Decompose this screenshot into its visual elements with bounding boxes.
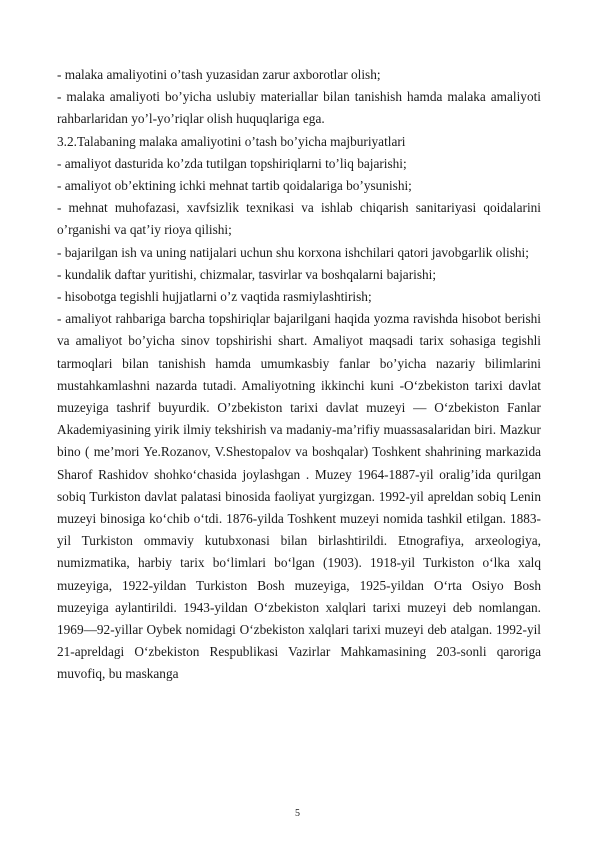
section-heading-obligations: 3.2.Talabaning malaka amaliyotini o’tash bo’yicha majburiyatlari xyxy=(57,133,406,149)
paragraph-labor-rules: - amaliyot ob’ektining ichki mehnat tartib qoidalariga bo’ysunishi; xyxy=(57,178,412,194)
paragraph-info-right: - malaka amaliyotini o’tash yuzasidan zarur axborotlar olish; xyxy=(57,67,381,82)
page-number: 5 xyxy=(295,808,300,819)
paragraph-responsibility: - bajarilgan ish va uning natijalari uchun shu korxona ishchilari qatori javobgarlik olishi; xyxy=(57,244,529,260)
paragraph-report-documents: - hisobotga tegishli hujjatlarni o’z vaqtida rasmiylashtirish; xyxy=(57,289,372,305)
paragraph-complete-tasks: - amaliyot dasturida ko’zda tutilgan topshiriqlarni to’liq bajarishi; xyxy=(57,155,407,171)
paragraph-diary: - kundalik daftar yuritishi, chizmalar, tasvirlar va boshqalarni bajarishi; xyxy=(57,266,437,282)
paragraph-museum-history: - amaliyot rahbariga barcha topshiriqlar bajarilgani haqida yozma ravishda hisobot berishi va amaliyot bo’yicha sinov topshirishi shart. Amaliyot maqsadi tarix sohasiga tegishli tarmoqlari bilan tanishish hamda umumkasbiy fanlar bo’yicha nazariy bilimlarini mustahkamlashni nazarda tutadi. Amaliyotning ikkinchi kuni -O‘zbekiston tarixi davlat muzeyiga tashrif buyurdik. O’zbekiston tarixi davlat muzeyi — Oʻzbekiston Fanlar Akademiyasining yirik ilmiy tekshirish va madaniy-ma’rifiy muassasalaridan biri. Mazkur bino ( me’mori Ye.Rozanov, V.Shestopalov va boshqalar) Toshkent shahrining markazida Sharof Rashidov shohkoʻchasida joylashgan . Muzey 1964-1887-yil oralig’ida qurilgan sobiq Turkiston davlat palatasi binosida faoliyat yurgizgan. 1992-yil apreldan sobiq Lenin muzeyi binosiga koʻchib oʻtdi. 1876-yilda Toshkent muzeyi nomida tashkil etilgan. 1883-yil Turkiston ommaviy kutubxonasi bilan birlashtirildi. Etnografiya, arxeologiya, numizmatika, harbiy tarix boʻlimlari boʻlgan (1903). 1918-yil Turkiston oʻlka xalq muzeyiga, 1922-yildan Turkiston Bosh muzeyiga, 1925-yildan Oʻrta Osiyo Bosh muzeyiga aylantirildi. 1943-yildan Oʻzbekiston xalqlari tarixi muzeyi deb nomlangan. 1969—92-yillar Oybek nomidagi Oʻzbekiston xalqlari tarixi muzeyi deb atalgan. 1992-yil 21-apreldagi Oʻzbekiston Respublikasi Vazirlar Mahkamasining 203-sonli qaroriga muvofiq, bu maskanga xyxy=(57,311,541,682)
paragraph-methodical-materials: - malaka amaliyoti bo’yicha uslubiy materiallar bilan tanishish hamda malaka amaliyoti rahbarlaridan yo’l-yo’riqlar olish huquqlariga ega. xyxy=(57,89,541,127)
document-body xyxy=(57,64,541,686)
paragraph-safety: - mehnat muhofazasi, xavfsizlik texnikasi va ishlab chiqarish sanitariyasi qoidalarini o’rganishi va qat’iy rioya qilishi; xyxy=(57,200,541,238)
